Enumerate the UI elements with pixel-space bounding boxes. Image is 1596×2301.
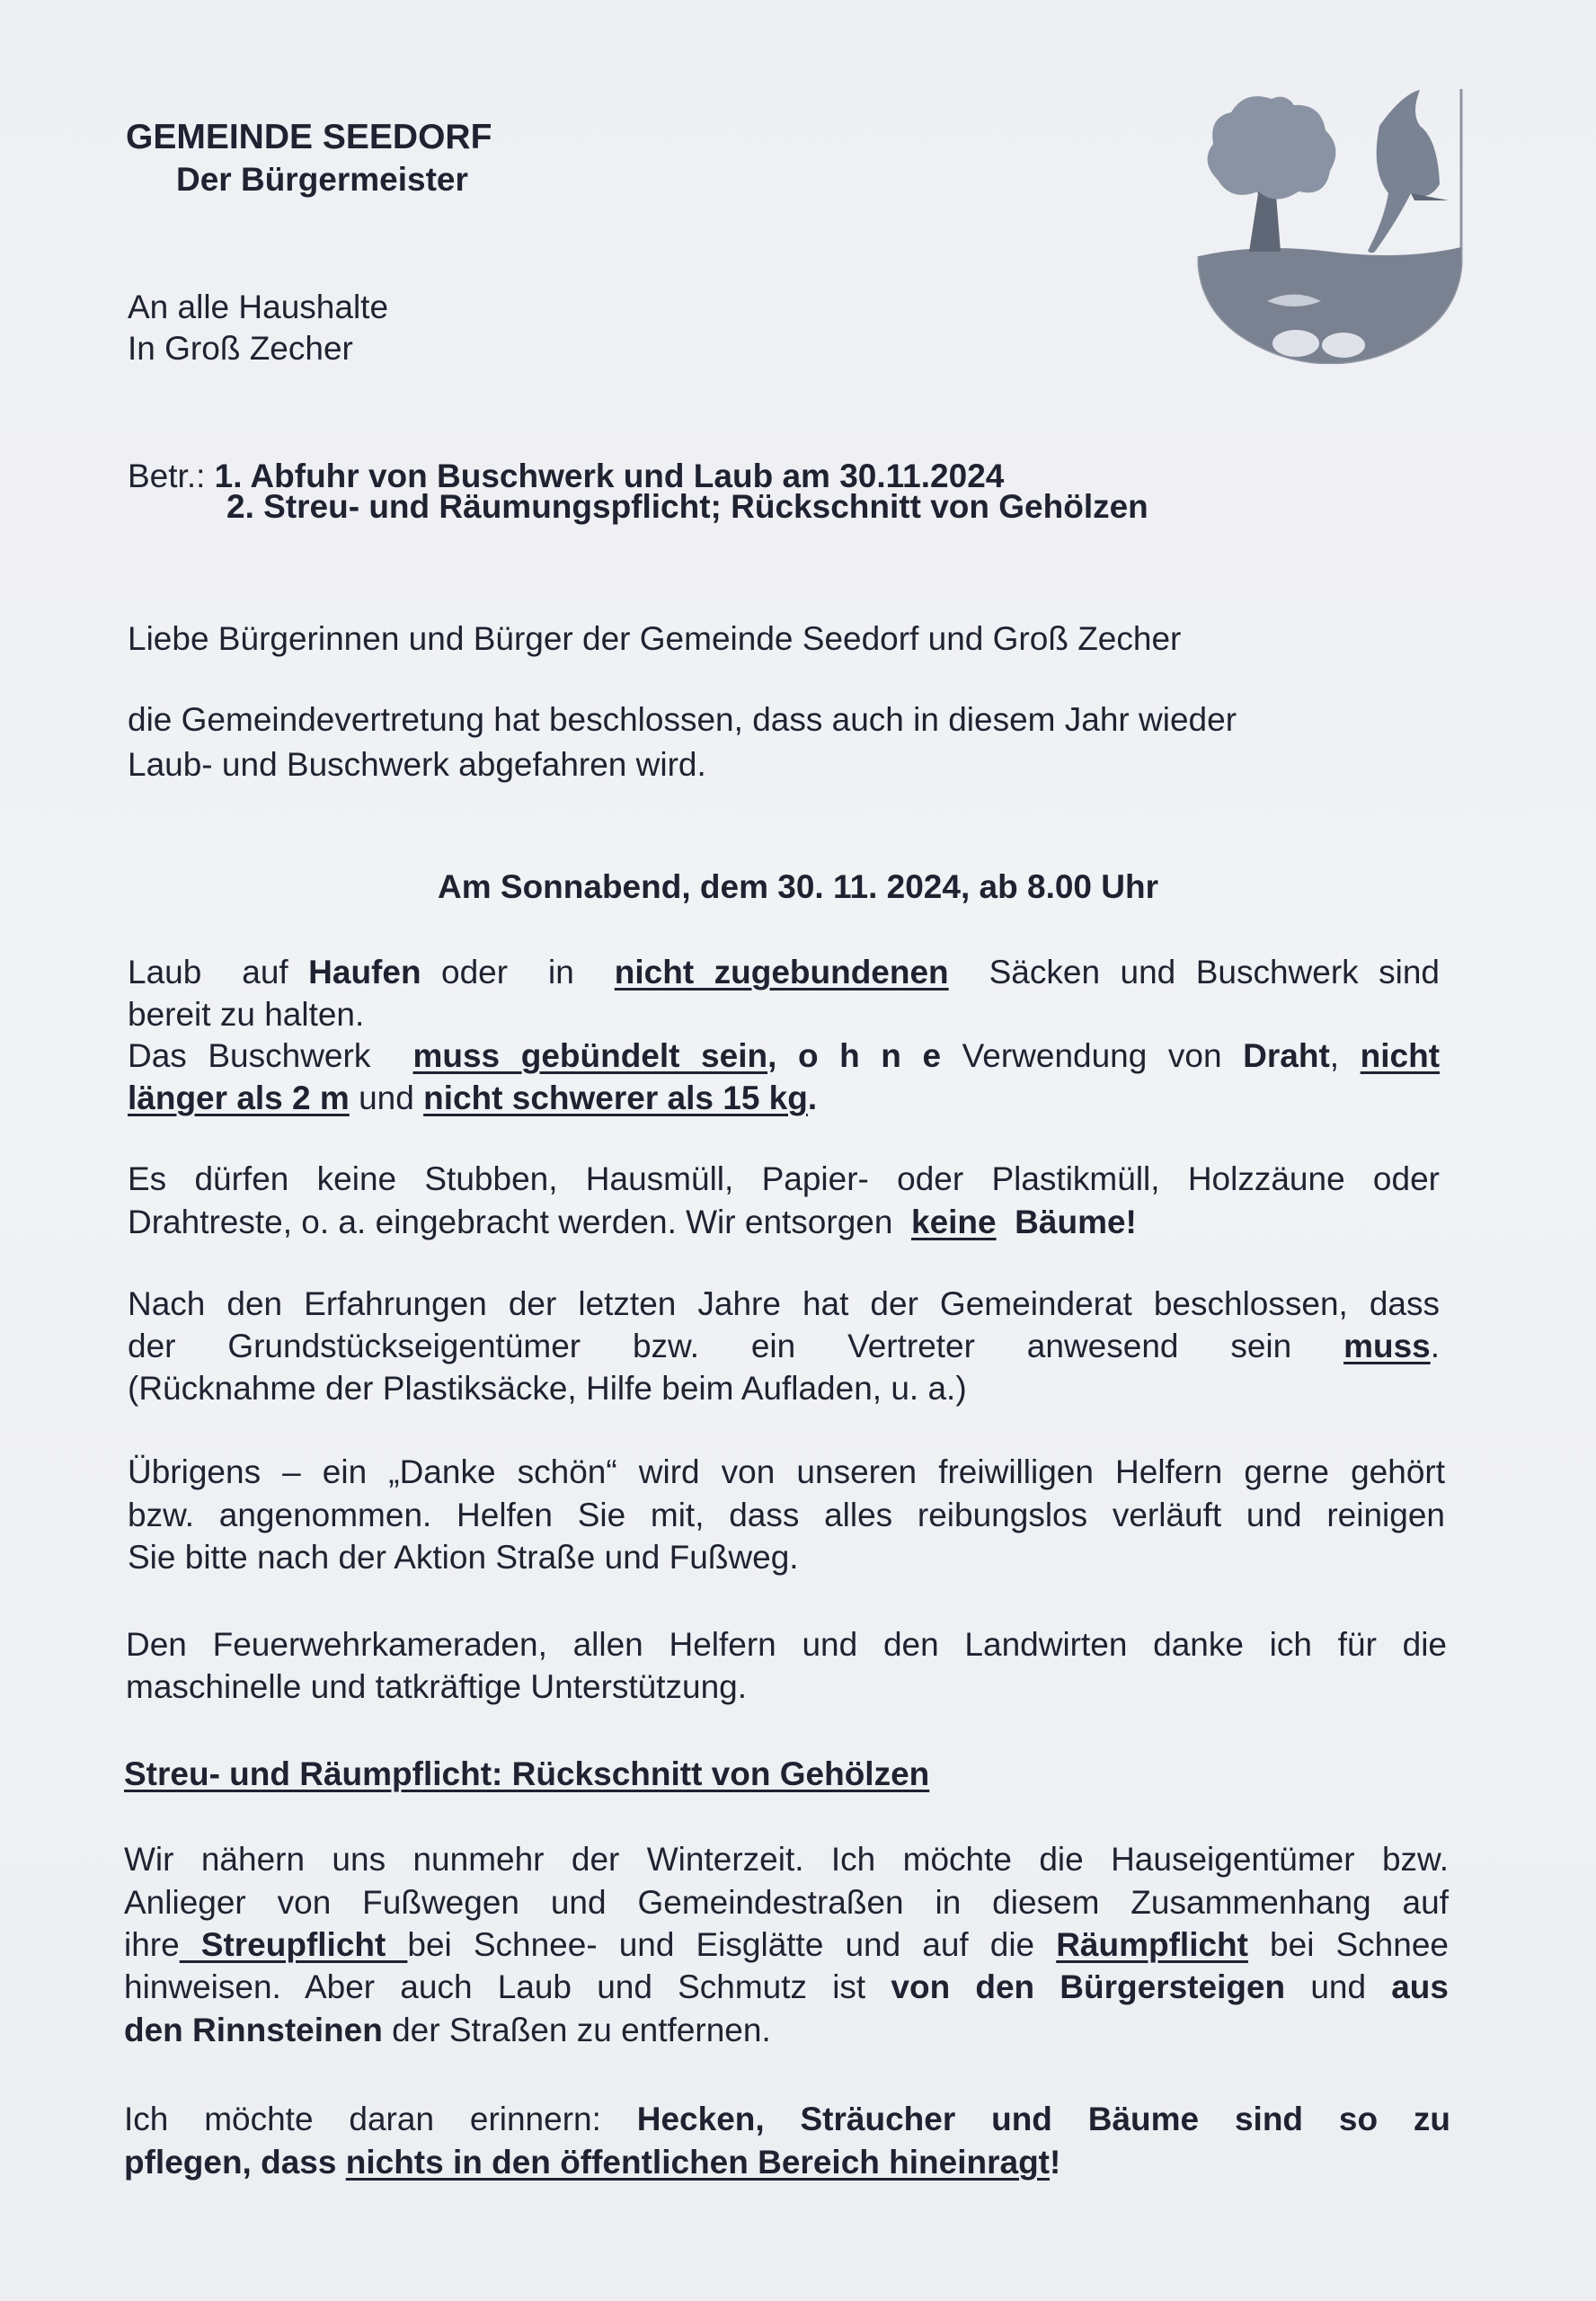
subject-prefix: Betr.: bbox=[128, 458, 206, 494]
underlined-span: nicht zugebundenen bbox=[614, 954, 949, 991]
bold-span: Bäume! bbox=[996, 1204, 1137, 1240]
bold-span: den Rinnsteinen bbox=[124, 2012, 383, 2048]
subject-item-1: 1. Abfuhr von Buschwerk und Laub am 30.11.2024 bbox=[214, 458, 1005, 494]
presence-line-3: (Rücknahme der Plastiksäcke, Hilfe beim Aufladen, u. a.) bbox=[128, 1370, 967, 1407]
winter-line-2: Anlieger von Fußwegen und Gemeindestraßen in diesem Zusammenhang auf bbox=[124, 1884, 1449, 1921]
bold-span: pflegen, dass bbox=[124, 2144, 346, 2181]
underlined-span: nicht bbox=[1360, 1037, 1441, 1074]
hedges-line-2 bbox=[124, 2141, 1060, 2184]
subject-item-2: 2. Streu- und Räumungspflicht; Rückschnitt von Gehölzen bbox=[226, 488, 1148, 525]
presence-line-1: Nach den Erfahrungen der letzten Jahre hat der Gemeinderat beschlossen, dass bbox=[128, 1285, 1440, 1322]
ban-line-1: Es dürfen keine Stubben, Hausmüll, Papier- oder Plastikmüll, Holzzäune oder bbox=[128, 1160, 1440, 1197]
laub-line-1 bbox=[128, 951, 1440, 994]
laub-line-2: bereit zu halten. bbox=[128, 996, 365, 1033]
text-span: Das Buschwerk bbox=[128, 1037, 413, 1074]
ban-line-2 bbox=[128, 1201, 1137, 1244]
greeting: Liebe Bürgerinnen und Bürger der Gemeinde Seedorf und Groß Zecher bbox=[128, 620, 1182, 657]
text-span: . bbox=[1430, 1328, 1440, 1364]
underlined-span: muss bbox=[1343, 1328, 1431, 1364]
underlined-span: länger als 2 m bbox=[128, 1079, 350, 1116]
text-span: Laub auf bbox=[128, 954, 309, 991]
bold-span: Hecken, Sträucher und Bäume sind so zu bbox=[636, 2101, 1450, 2137]
underlined-span: nicht schwerer als 15 kg bbox=[423, 1079, 808, 1116]
collection-date bbox=[0, 866, 1596, 909]
text-span: oder in bbox=[421, 954, 615, 991]
winter-line-4 bbox=[124, 1966, 1449, 2009]
helpers-line-1: Übrigens – ein „Danke schön“ wird von unseren freiwilligen Helfern gerne gehört bbox=[128, 1453, 1445, 1490]
text-span: Verwendung von bbox=[941, 1037, 1244, 1074]
winter-line-3 bbox=[124, 1923, 1449, 1967]
bold-span: aus bbox=[1391, 1968, 1449, 2005]
winter-line-5 bbox=[124, 2009, 771, 2052]
bold-span: , o h n e bbox=[767, 1037, 942, 1074]
laub-line-3 bbox=[128, 1035, 1440, 1078]
text-span: bei Schnee- und Eisglätte und auf die bbox=[407, 1926, 1057, 1963]
fire-thanks-line-2: maschinelle und tatkräftige Unterstützung. bbox=[126, 1668, 748, 1705]
intro-line-2: Laub- und Buschwerk abgefahren wird. bbox=[128, 746, 706, 783]
text-span: und bbox=[1285, 1968, 1392, 2005]
fire-thanks-line-1: Den Feuerwehrkameraden, allen Helfern und den Landwirten danke ich für die bbox=[126, 1626, 1447, 1663]
text-span: Ich möchte daran erinnern: bbox=[124, 2101, 637, 2137]
laub-line-4 bbox=[128, 1077, 817, 1120]
intro-line-1: die Gemeindevertretung hat beschlossen, dass auch in diesem Jahr wieder bbox=[128, 701, 1237, 738]
helpers-line-2: bzw. angenommen. Helfen Sie mit, dass alles reibungslos verläuft und reinigen bbox=[128, 1497, 1445, 1533]
recipient-line-1: An alle Haushalte bbox=[128, 289, 389, 325]
text-span: , bbox=[1329, 1037, 1361, 1074]
recipient-line-2: In Groß Zecher bbox=[128, 330, 353, 367]
text-span: Säcken und Buschwerk sind bbox=[948, 954, 1440, 991]
text-span: der Straßen zu entfernen. bbox=[382, 2012, 771, 2048]
bold-span: . bbox=[807, 1079, 818, 1116]
municipality-name: GEMEINDE SEEDORF bbox=[126, 118, 492, 156]
bold-span: von den Bürgersteigen bbox=[891, 1968, 1286, 2005]
bold-span: ! bbox=[1050, 2144, 1061, 2181]
hedges-line-1 bbox=[124, 2098, 1450, 2141]
underlined-span: Streupflicht bbox=[179, 1926, 408, 1963]
underlined-span: muss gebündelt sein bbox=[412, 1037, 768, 1074]
winter-line-1: Wir nähern uns nunmehr der Winterzeit. Ich möchte die Hauseigentümer bzw. bbox=[124, 1841, 1449, 1878]
underlined-span: keine bbox=[911, 1204, 997, 1240]
text-span: Drahtreste, o. a. eingebracht werden. Wir entsorgen bbox=[128, 1204, 911, 1240]
text-span: ihre bbox=[124, 1926, 180, 1963]
text-span: hinweisen. Aber auch Laub und Schmutz ist bbox=[124, 1968, 891, 2005]
coat-of-arms-logo bbox=[1195, 85, 1465, 364]
sender-office: Der Bürgermeister bbox=[176, 161, 468, 198]
underlined-span: nichts in den öffentlichen Bereich hineinragt bbox=[345, 2144, 1050, 2181]
presence-line-2 bbox=[128, 1325, 1440, 1368]
underlined-span: Räumpflicht bbox=[1056, 1926, 1248, 1963]
collection-date-bold: Am Sonnabend, dem 30. 11. 2024 bbox=[438, 868, 961, 905]
text-span: der Grundstückseigentümer bzw. ein Vertreter anwesend sein bbox=[128, 1328, 1344, 1364]
bold-span: Haufen bbox=[308, 954, 421, 991]
collection-date-time: , ab 8.00 Uhr bbox=[960, 868, 1158, 905]
section-heading: Streu- und Räumpflicht: Rückschnitt von Gehölzen bbox=[124, 1755, 930, 1792]
bold-span: Draht bbox=[1243, 1037, 1330, 1074]
helpers-line-3: Sie bitte nach der Aktion Straße und Fußweg. bbox=[128, 1539, 799, 1576]
text-span: bei Schnee bbox=[1247, 1926, 1449, 1963]
text-span: und bbox=[349, 1079, 424, 1116]
